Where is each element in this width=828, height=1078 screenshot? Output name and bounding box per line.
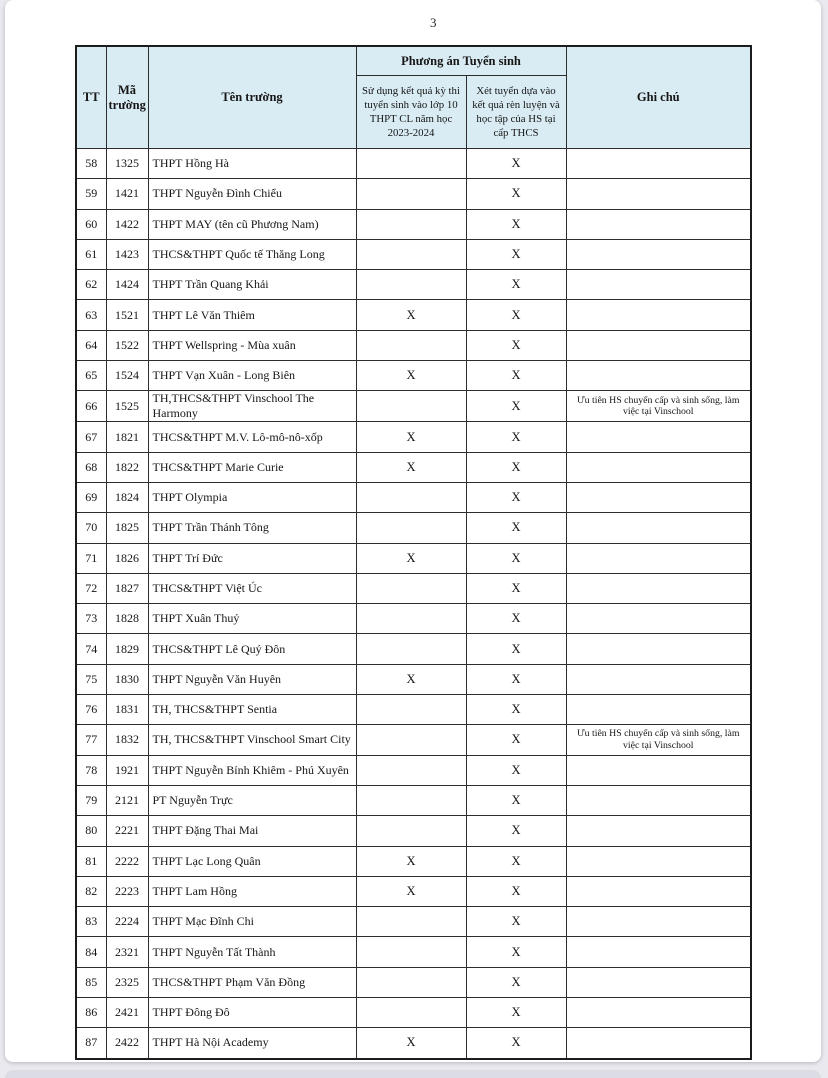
cell-exam-mark: [356, 573, 466, 603]
cell-ten-truong: THPT Lam Hồng: [148, 876, 356, 906]
cell-tt: 62: [76, 270, 106, 300]
cell-exam-mark: [356, 725, 466, 755]
table-row: [76, 209, 751, 239]
cell-ma-truong: 1832: [106, 725, 148, 755]
cell-ten-truong: THPT Nguyễn Văn Huyên: [148, 664, 356, 694]
cell-exam-mark: [356, 330, 466, 360]
cell-review-mark: X: [466, 725, 566, 755]
cell-review-mark: X: [466, 330, 566, 360]
cell-ma-truong: 1421: [106, 179, 148, 209]
cell-ma-truong: 1422: [106, 209, 148, 239]
cell-ma-truong: 2121: [106, 785, 148, 815]
cell-ma-truong: 2421: [106, 998, 148, 1028]
cell-ten-truong: THPT Trần Thánh Tông: [148, 513, 356, 543]
cell-tt: 71: [76, 543, 106, 573]
table-row: [76, 604, 751, 634]
cell-ma-truong: 1522: [106, 330, 148, 360]
cell-exam-mark: X: [356, 422, 466, 452]
cell-review-mark: X: [466, 604, 566, 634]
cell-tt: 83: [76, 907, 106, 937]
cell-review-mark: X: [466, 422, 566, 452]
cell-ma-truong: 1824: [106, 482, 148, 512]
cell-exam-mark: [356, 391, 466, 422]
table-row: [76, 149, 751, 179]
cell-ten-truong: THPT MAY (tên cũ Phương Nam): [148, 209, 356, 239]
table-header: [76, 46, 751, 149]
cell-ma-truong: 1325: [106, 149, 148, 179]
cell-tt: 80: [76, 816, 106, 846]
cell-ghi-chu: [566, 270, 751, 300]
table-row: [76, 482, 751, 512]
cell-ghi-chu: [566, 149, 751, 179]
cell-tt: 82: [76, 876, 106, 906]
cell-ma-truong: 1424: [106, 270, 148, 300]
cell-ma-truong: 1828: [106, 604, 148, 634]
cell-ma-truong: 1827: [106, 573, 148, 603]
cell-ma-truong: 1829: [106, 634, 148, 664]
cell-exam-mark: [356, 179, 466, 209]
cell-tt: 66: [76, 391, 106, 422]
cell-ghi-chu: [566, 1028, 751, 1059]
cell-ma-truong: 2321: [106, 937, 148, 967]
cell-ghi-chu: [566, 634, 751, 664]
cell-review-mark: X: [466, 209, 566, 239]
cell-review-mark: X: [466, 543, 566, 573]
cell-ghi-chu: [566, 300, 751, 330]
table-row: [76, 846, 751, 876]
cell-tt: 84: [76, 937, 106, 967]
cell-exam-mark: X: [356, 846, 466, 876]
cell-exam-mark: X: [356, 452, 466, 482]
cell-exam-mark: [356, 755, 466, 785]
col-header-tt: TT: [76, 46, 106, 149]
cell-tt: 85: [76, 967, 106, 997]
cell-ghi-chu: [566, 876, 751, 906]
cell-ten-truong: THPT Đông Đô: [148, 998, 356, 1028]
cell-ghi-chu: [566, 907, 751, 937]
table-row: [76, 876, 751, 906]
cell-ma-truong: 1826: [106, 543, 148, 573]
cell-ten-truong: THPT Nguyễn Tất Thành: [148, 937, 356, 967]
cell-tt: 65: [76, 361, 106, 391]
cell-tt: 63: [76, 300, 106, 330]
cell-ghi-chu: [566, 785, 751, 815]
cell-tt: 69: [76, 482, 106, 512]
cell-ghi-chu: [566, 604, 751, 634]
cell-review-mark: X: [466, 907, 566, 937]
cell-ten-truong: THPT Wellspring - Mùa xuân: [148, 330, 356, 360]
cell-tt: 87: [76, 1028, 106, 1059]
table-row: [76, 391, 751, 422]
header-row-group: [76, 46, 751, 76]
cell-ghi-chu: [566, 816, 751, 846]
table-row: [76, 725, 751, 755]
table-row: [76, 300, 751, 330]
cell-tt: 68: [76, 452, 106, 482]
cell-exam-mark: [356, 998, 466, 1028]
cell-tt: 61: [76, 239, 106, 269]
cell-review-mark: X: [466, 270, 566, 300]
table-row: [76, 452, 751, 482]
table-row: [76, 816, 751, 846]
cell-review-mark: X: [466, 1028, 566, 1059]
cell-exam-mark: [356, 239, 466, 269]
cell-ghi-chu: [566, 239, 751, 269]
cell-review-mark: X: [466, 785, 566, 815]
cell-review-mark: X: [466, 239, 566, 269]
cell-tt: 58: [76, 149, 106, 179]
cell-ten-truong: THCS&THPT Việt Úc: [148, 573, 356, 603]
cell-ten-truong: THPT Trí Đức: [148, 543, 356, 573]
cell-review-mark: X: [466, 876, 566, 906]
cell-ten-truong: THPT Lạc Long Quân: [148, 846, 356, 876]
cell-review-mark: X: [466, 452, 566, 482]
cell-review-mark: X: [466, 937, 566, 967]
cell-ma-truong: 1521: [106, 300, 148, 330]
cell-exam-mark: X: [356, 543, 466, 573]
cell-ma-truong: 1825: [106, 513, 148, 543]
cell-ghi-chu: [566, 573, 751, 603]
cell-ten-truong: THPT Đặng Thai Mai: [148, 816, 356, 846]
cell-ghi-chu: [566, 664, 751, 694]
cell-ma-truong: 1822: [106, 452, 148, 482]
cell-ghi-chu: [566, 846, 751, 876]
table-row: [76, 513, 751, 543]
cell-ten-truong: TH, THCS&THPT Sentia: [148, 695, 356, 725]
cell-review-mark: X: [466, 361, 566, 391]
cell-ten-truong: THCS&THPT Lê Quý Đôn: [148, 634, 356, 664]
cell-exam-mark: [356, 513, 466, 543]
cell-exam-mark: X: [356, 361, 466, 391]
cell-ten-truong: THPT Vạn Xuân - Long Biên: [148, 361, 356, 391]
table-row: [76, 998, 751, 1028]
cell-ten-truong: THCS&THPT Marie Curie: [148, 452, 356, 482]
cell-tt: 67: [76, 422, 106, 452]
cell-review-mark: X: [466, 179, 566, 209]
cell-ma-truong: 1831: [106, 695, 148, 725]
cell-ten-truong: THPT Xuân Thuỷ: [148, 604, 356, 634]
cell-ma-truong: 2222: [106, 846, 148, 876]
cell-ten-truong: PT Nguyễn Trực: [148, 785, 356, 815]
cell-tt: 74: [76, 634, 106, 664]
cell-ma-truong: 1921: [106, 755, 148, 785]
cell-ten-truong: THCS&THPT Phạm Văn Đồng: [148, 967, 356, 997]
cell-ten-truong: THPT Lê Văn Thiêm: [148, 300, 356, 330]
cell-exam-mark: X: [356, 300, 466, 330]
table-row: [76, 1028, 751, 1059]
cell-ghi-chu: [566, 695, 751, 725]
col-header-exam-result: Sử dụng kết quả kỳ thi tuyển sinh vào lớp 10 THPT CL năm học 2023-2024: [356, 76, 466, 149]
cell-tt: 77: [76, 725, 106, 755]
cell-ghi-chu: [566, 513, 751, 543]
cell-ghi-chu: [566, 452, 751, 482]
cell-ma-truong: 1830: [106, 664, 148, 694]
table-row: [76, 785, 751, 815]
cell-exam-mark: [356, 907, 466, 937]
table-body: [76, 149, 751, 1059]
cell-tt: 73: [76, 604, 106, 634]
document-page: [5, 0, 821, 1062]
cell-ten-truong: THCS&THPT Quốc tế Thăng Long: [148, 239, 356, 269]
cell-ten-truong: TH, THCS&THPT Vinschool Smart City: [148, 725, 356, 755]
cell-ma-truong: 1525: [106, 391, 148, 422]
cell-review-mark: X: [466, 664, 566, 694]
cell-exam-mark: [356, 209, 466, 239]
cell-exam-mark: [356, 634, 466, 664]
cell-ma-truong: 2224: [106, 907, 148, 937]
table-row: [76, 179, 751, 209]
cell-ten-truong: THPT Hồng Hà: [148, 149, 356, 179]
page-number: 3: [430, 15, 437, 30]
table-row: [76, 543, 751, 573]
cell-exam-mark: [356, 482, 466, 512]
cell-review-mark: X: [466, 149, 566, 179]
cell-review-mark: X: [466, 391, 566, 422]
cell-exam-mark: [356, 695, 466, 725]
table-row: [76, 967, 751, 997]
cell-tt: 78: [76, 755, 106, 785]
col-header-phuong-an-tuyen-sinh: Phương án Tuyển sinh: [356, 46, 566, 76]
cell-ghi-chu: Ưu tiên HS chuyển cấp và sinh sống, làm việc tại Vinschool: [566, 391, 751, 422]
cell-review-mark: X: [466, 846, 566, 876]
cell-review-mark: X: [466, 967, 566, 997]
table-row: [76, 755, 751, 785]
table-row: [76, 361, 751, 391]
cell-review-mark: X: [466, 816, 566, 846]
cell-ghi-chu: [566, 330, 751, 360]
cell-exam-mark: [356, 967, 466, 997]
cell-review-mark: X: [466, 482, 566, 512]
cell-tt: 75: [76, 664, 106, 694]
cell-ghi-chu: [566, 422, 751, 452]
cell-ma-truong: 2422: [106, 1028, 148, 1059]
table-row: [76, 270, 751, 300]
cell-review-mark: X: [466, 513, 566, 543]
table-row: [76, 330, 751, 360]
cell-exam-mark: X: [356, 664, 466, 694]
cell-tt: 81: [76, 846, 106, 876]
table-row: [76, 695, 751, 725]
cell-ma-truong: 2221: [106, 816, 148, 846]
cell-review-mark: X: [466, 573, 566, 603]
cell-ghi-chu: Ưu tiên HS chuyển cấp và sinh sống, làm việc tại Vinschool: [566, 725, 751, 755]
cell-tt: 64: [76, 330, 106, 360]
cell-ghi-chu: [566, 543, 751, 573]
cell-tt: 70: [76, 513, 106, 543]
cell-ma-truong: 2325: [106, 967, 148, 997]
cell-tt: 60: [76, 209, 106, 239]
admission-table: [75, 45, 752, 1060]
cell-ghi-chu: [566, 209, 751, 239]
cell-exam-mark: [356, 785, 466, 815]
cell-ghi-chu: [566, 361, 751, 391]
cell-review-mark: X: [466, 300, 566, 330]
cell-exam-mark: X: [356, 1028, 466, 1059]
col-header-ma-truong: Mã trường: [106, 46, 148, 149]
table-row: [76, 937, 751, 967]
cell-tt: 86: [76, 998, 106, 1028]
cell-review-mark: X: [466, 998, 566, 1028]
cell-ten-truong: THCS&THPT M.V. Lô-mô-nô-xốp: [148, 422, 356, 452]
table-row: [76, 634, 751, 664]
cell-ghi-chu: [566, 937, 751, 967]
cell-tt: 72: [76, 573, 106, 603]
cell-review-mark: X: [466, 695, 566, 725]
cell-ten-truong: THPT Mạc Đĩnh Chi: [148, 907, 356, 937]
cell-tt: 76: [76, 695, 106, 725]
table-row: [76, 664, 751, 694]
cell-tt: 79: [76, 785, 106, 815]
cell-exam-mark: [356, 149, 466, 179]
cell-exam-mark: [356, 604, 466, 634]
cell-review-mark: X: [466, 634, 566, 664]
cell-ghi-chu: [566, 967, 751, 997]
cell-ten-truong: THPT Nguyễn Đình Chiểu: [148, 179, 356, 209]
cell-review-mark: X: [466, 755, 566, 785]
cell-exam-mark: [356, 816, 466, 846]
cell-exam-mark: [356, 270, 466, 300]
cell-ten-truong: THPT Hà Nội Academy: [148, 1028, 356, 1059]
table-row: [76, 573, 751, 603]
next-page-edge: [5, 1070, 821, 1078]
col-header-ghi-chu: Ghi chú: [566, 46, 751, 149]
table-row: [76, 907, 751, 937]
cell-ten-truong: TH,THCS&THPT Vinschool The Harmony: [148, 391, 356, 422]
cell-ten-truong: THPT Trần Quang Khải: [148, 270, 356, 300]
cell-tt: 59: [76, 179, 106, 209]
cell-ghi-chu: [566, 179, 751, 209]
cell-ghi-chu: [566, 998, 751, 1028]
cell-ghi-chu: [566, 482, 751, 512]
cell-exam-mark: X: [356, 876, 466, 906]
cell-ghi-chu: [566, 755, 751, 785]
col-header-ten-truong: Tên trường: [148, 46, 356, 149]
cell-ma-truong: 1423: [106, 239, 148, 269]
col-header-review-result: Xét tuyển dựa vào kết quả rèn luyện và học tập của HS tại cấp THCS: [466, 76, 566, 149]
cell-ten-truong: THPT Nguyễn Bỉnh Khiêm - Phú Xuyên: [148, 755, 356, 785]
cell-ten-truong: THPT Olympia: [148, 482, 356, 512]
cell-ma-truong: 2223: [106, 876, 148, 906]
table-row: [76, 239, 751, 269]
cell-ma-truong: 1524: [106, 361, 148, 391]
cell-ma-truong: 1821: [106, 422, 148, 452]
table-row: [76, 422, 751, 452]
cell-exam-mark: [356, 937, 466, 967]
